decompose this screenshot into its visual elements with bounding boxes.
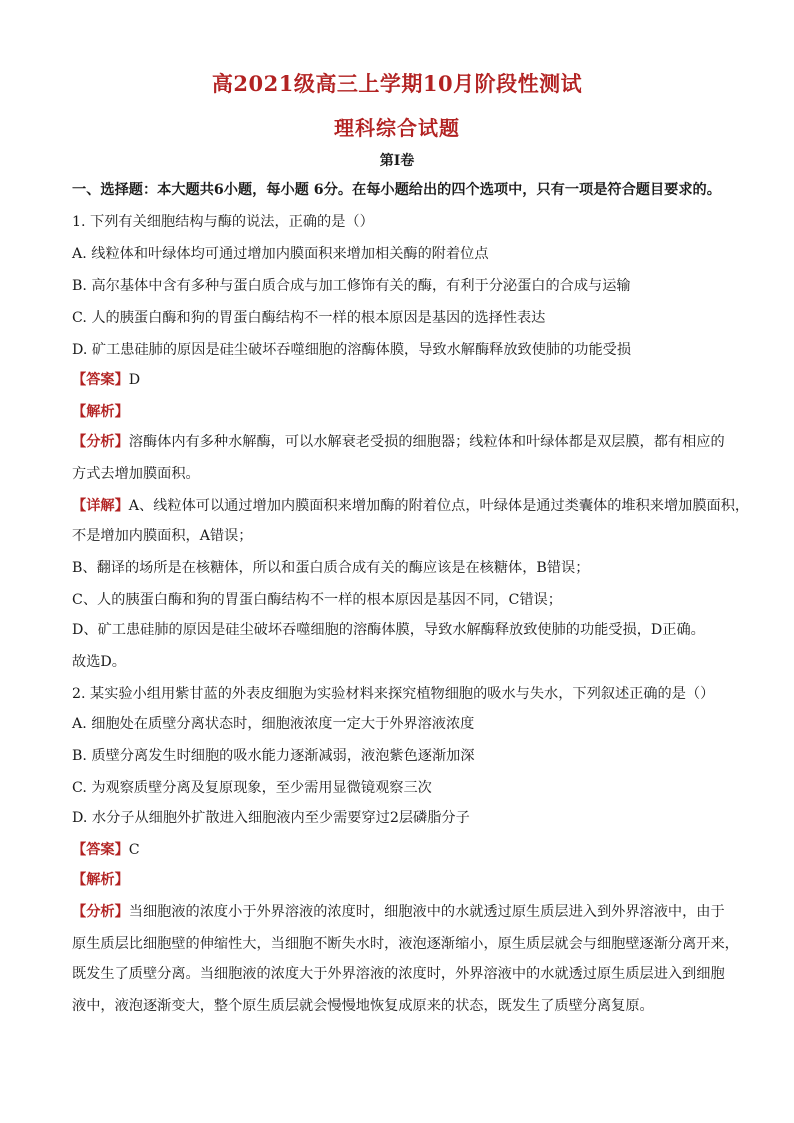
q1-conclusion: 故选D。 (72, 654, 126, 670)
q1-detail-line2: 不是增加内膜面积，A错误； (72, 528, 253, 544)
q1-detail-line1 (72, 496, 750, 516)
q1-stem: 1. 下列有关细胞结构与酶的说法，正确的是（） (72, 214, 374, 230)
exam-subtitle: 理科综合试题 (334, 116, 460, 140)
q1-option-d: D. 矿工患硅肺的原因是硅尘破坏吞噬细胞的溶酶体膜，导致水解酶释放致使肺的功能受损 (72, 342, 632, 358)
q1-analysis-line (72, 402, 732, 422)
q2-fenxi-line4: 液中，液泡逐渐变大，整个原生质层就会慢慢地恢复成原来的状态，既发生了质壁分离复原。 (72, 998, 654, 1014)
q1-answer: D (128, 372, 141, 388)
q2-analysis-tag: 【解析】 (72, 872, 129, 888)
q2-answer-line (72, 840, 732, 860)
q2-fenxi-line2: 原生质层比细胞壁的伸缩性大，当细胞不断失水时，液泡逐渐缩小，原生质层就会与细胞壁逐渐分离开来， (72, 936, 739, 952)
q1-answer-tag: 【答案】 (72, 372, 129, 388)
q1-fenxi-tag: 【分析】 (72, 434, 129, 450)
q1-analysis-tag: 【解析】 (72, 404, 129, 420)
q2-fenxi-tag: 【分析】 (72, 904, 129, 920)
q2-analysis-line (72, 870, 732, 890)
q2-fenxi-text1: 当细胞液的浓度小于外界溶液的浓度时，细胞液中的水就透过原生质层进入到外界溶液中，由于 (128, 904, 725, 920)
q2-answer: C (128, 842, 140, 858)
q2-fenxi-line3: 既发生了质壁分离。当细胞液的浓度大于外界溶液的浓度时，外界溶液中的水就透过原生质层进入到细胞 (72, 966, 725, 982)
exam-title: 高2021级高三上学期10月阶段性测试 (211, 71, 583, 96)
q1-detail-tag: 【详解】 (72, 498, 129, 514)
q1-detail-text1: A、线粒体可以通过增加内膜面积来增加酶的附着位点，叶绿体是通过类囊体的堆积来增加膜面积， (128, 498, 750, 514)
q2-option-a: A. 细胞处在质壁分离状态时，细胞液浓度一定大于外界溶液浓度 (72, 716, 475, 732)
q1-option-c: C. 人的胰蛋白酶和狗的胃蛋白酶结构不一样的根本原因是基因的选择性表达 (72, 310, 546, 326)
q1-option-a: A. 线粒体和叶绿体均可通过增加内膜面积来增加相关酶的附着位点 (72, 246, 489, 262)
q1-option-b: B. 高尔基体中含有多种与蛋白质合成与加工修饰有关的酶，有利于分泌蛋白的合成与运输 (72, 278, 631, 294)
section-heading: 一、选择题：本大题共6小题，每小题 6分。在每小题给出的四个选项中，只有一项是符合题目要求的。 (72, 182, 721, 198)
volume-label: 第Ⅰ卷 (379, 153, 415, 169)
q1-detail-c: C、人的胰蛋白酶和狗的胃蛋白酶结构不一样的根本原因是基因不同，C错误； (72, 592, 562, 608)
q1-fenxi-text1: 溶酶体内有多种水解酶，可以水解衰老受损的细胞器；线粒体和叶绿体都是双层膜，都有相应的 (128, 434, 725, 450)
q1-detail-b: B、翻译的场所是在核糖体，所以和蛋白质合成有关的酶应该是在核糖体，B错误； (72, 560, 590, 576)
q2-option-c: C. 为观察质壁分离及复原现象，至少需用显微镜观察三次 (72, 780, 432, 796)
q2-option-d: D. 水分子从细胞外扩散进入细胞液内至少需要穿过2层磷脂分子 (72, 810, 470, 826)
q1-answer-line (72, 370, 732, 390)
q1-detail-d: D、矿工患硅肺的原因是硅尘破坏吞噬细胞的溶酶体膜，导致水解酶释放致使肺的功能受损，D正确。 (72, 622, 705, 638)
q2-stem: 2. 某实验小组用紫甘蓝的外表皮细胞为实验材料来探究植物细胞的吸水与失水，下列叙述正确的是（） (72, 686, 715, 702)
q2-fenxi-line1 (72, 902, 732, 922)
q2-option-b: B. 质壁分离发生时细胞的吸水能力逐渐减弱，液泡紫色逐渐加深 (72, 748, 475, 764)
q1-fenxi-line2: 方式去增加膜面积。 (72, 466, 200, 482)
q1-fenxi-line1 (72, 432, 732, 452)
q2-answer-tag: 【答案】 (72, 842, 129, 858)
